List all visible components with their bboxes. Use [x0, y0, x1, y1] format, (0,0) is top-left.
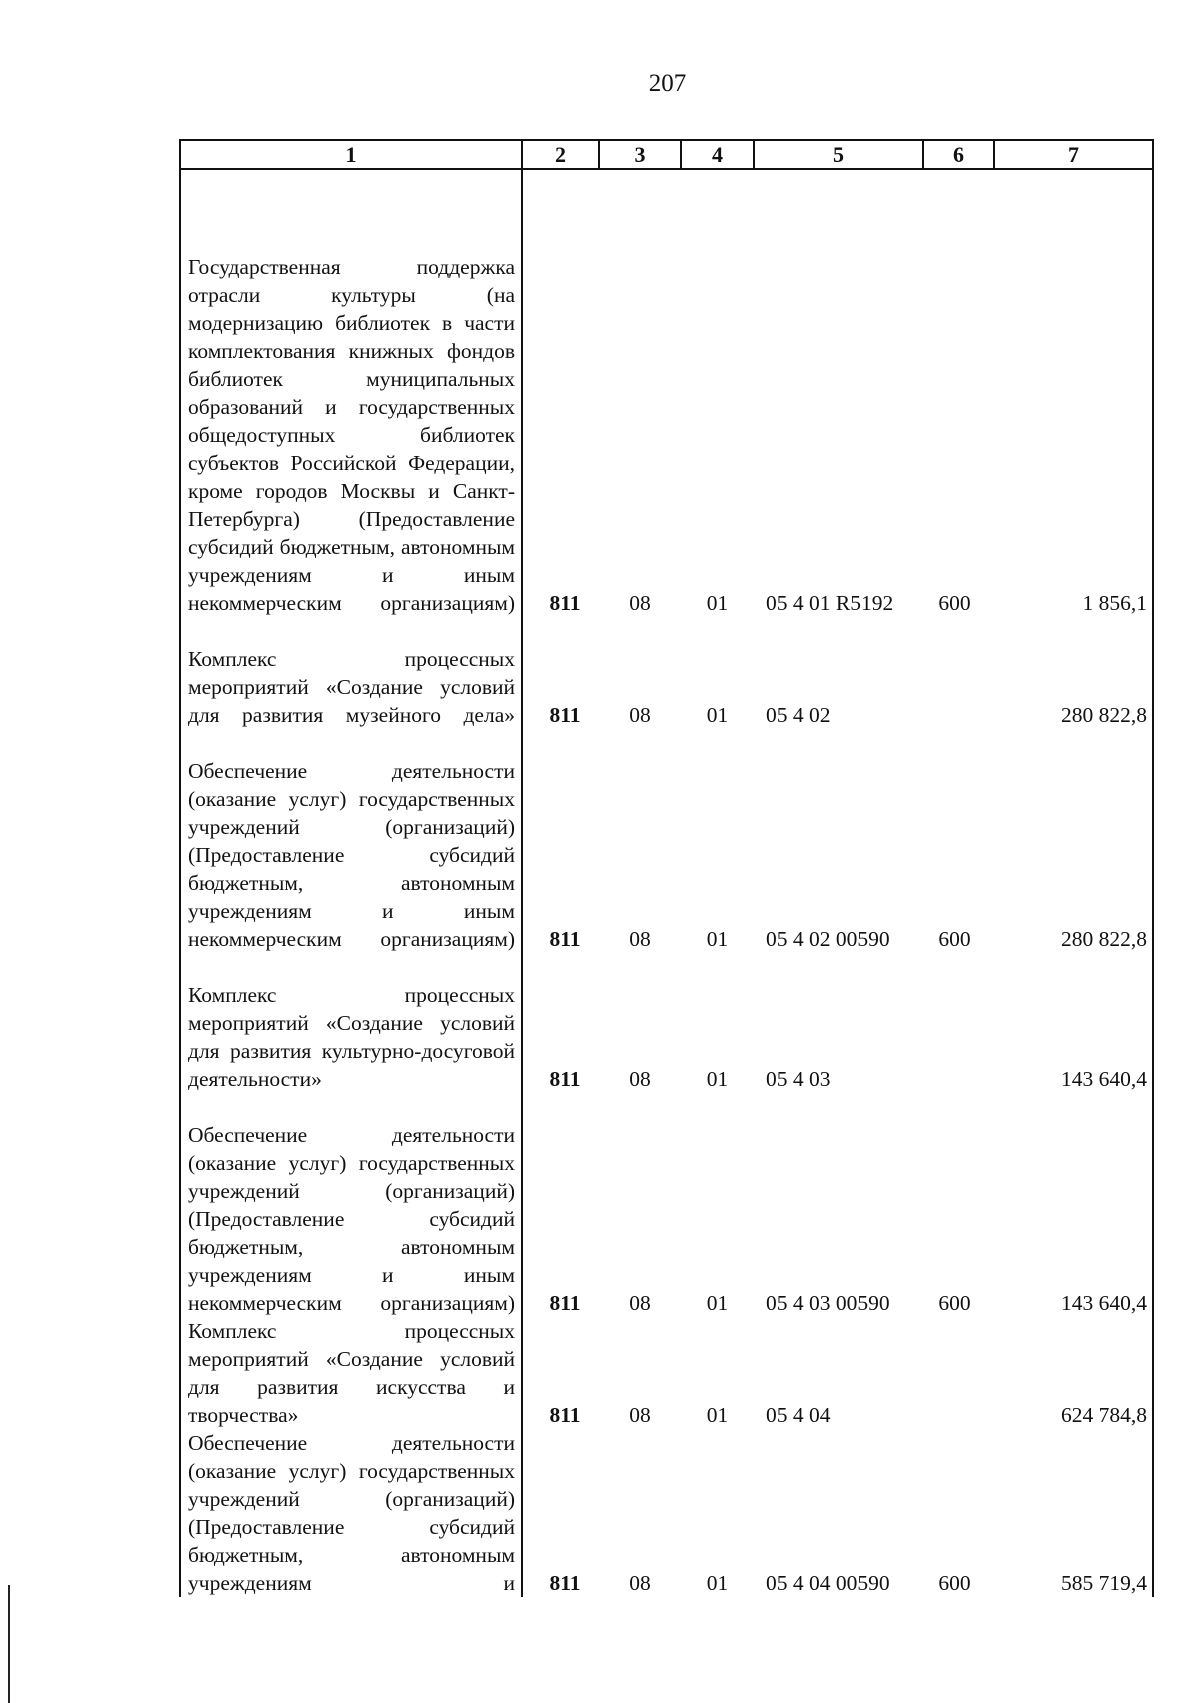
table-row — [180, 953, 1153, 1093]
row-vr: 600 — [938, 591, 971, 615]
row-ved: 811 — [549, 1571, 581, 1595]
row-ved: 811 — [549, 1403, 581, 1427]
row-csr: 05 4 04 00590 — [766, 1571, 890, 1595]
header-col-sum: 7 — [994, 140, 1153, 169]
header-col-name: 1 — [180, 140, 522, 169]
row-csr: 05 4 02 00590 — [766, 927, 890, 951]
table-header-row — [180, 140, 1153, 169]
row-vr — [923, 953, 994, 1093]
row-sum: 143 640,4 — [994, 953, 1153, 1093]
row-pr: 01 — [706, 927, 729, 951]
row-name: Комплекс процессных мероприятий «Создание условий для развития музейного дела» — [180, 617, 522, 729]
row-csr: 05 4 02 — [766, 703, 831, 727]
row-csr: 05 4 04 — [766, 1403, 831, 1427]
row-name: Обеспечение деятельности (оказание услуг) государственных учреждений (организаций) (Предоставление субсидий бюджетным, автономным учреждениям и — [180, 1429, 522, 1597]
row-pr: 01 — [706, 591, 729, 615]
row-vr — [923, 1317, 994, 1429]
row-pr: 01 — [706, 1067, 729, 1091]
row-csr: 05 4 03 — [766, 1067, 831, 1091]
row-ved: 811 — [549, 703, 581, 727]
row-ved: 811 — [549, 927, 581, 951]
row-name: Государственная поддержка отрасли культуры (на модернизацию библиотек в части комплектования книжных фондов библиотек муниципальных образований и государственных общедоступных библиотек субъектов Российской Федерации, кроме городов Москвы и Санкт-Петербурга) (Предоставление субсидий бюджетным, автономным учреждениям и иным некоммерческим организациям) — [180, 169, 522, 617]
row-pr: 01 — [706, 1403, 729, 1427]
row-sum: 585 719,4 — [994, 1429, 1153, 1597]
row-name: Комплекс процессных мероприятий «Создание условий для развития культурно-досуговой деятельности» — [180, 953, 522, 1093]
row-name: Комплекс процессных мероприятий «Создание условий для развития искусства и творчества» — [180, 1317, 522, 1429]
row-csr: 05 4 03 00590 — [766, 1291, 890, 1315]
row-ved: 811 — [549, 1067, 581, 1091]
row-vr: 600 — [938, 927, 971, 951]
row-rz: 08 — [629, 1403, 651, 1427]
row-sum: 624 784,8 — [994, 1317, 1153, 1429]
row-sum: 280 822,8 — [994, 617, 1153, 729]
table-row — [180, 729, 1153, 953]
row-rz: 08 — [629, 1291, 651, 1315]
row-name: Обеспечение деятельности (оказание услуг) государственных учреждений (организаций) (Предоставление субсидий бюджетным, автономным учреждениям и иным некоммерческим организациям) — [180, 1093, 522, 1317]
row-pr: 01 — [706, 703, 729, 727]
row-rz: 08 — [629, 1067, 651, 1091]
row-rz: 08 — [629, 703, 651, 727]
budget-table — [179, 139, 1154, 1597]
scan-edge-line — [8, 1585, 10, 1703]
row-sum: 1 856,1 — [994, 169, 1153, 617]
row-csr: 05 4 01 R5192 — [766, 591, 894, 615]
row-sum: 280 822,8 — [994, 729, 1153, 953]
header-col-vr: 6 — [923, 140, 994, 169]
header-col-rz: 3 — [599, 140, 681, 169]
row-rz: 08 — [629, 1571, 651, 1595]
header-col-pr: 4 — [681, 140, 754, 169]
row-ved: 811 — [549, 1291, 581, 1315]
header-col-csr: 5 — [754, 140, 923, 169]
row-pr: 01 — [706, 1291, 729, 1315]
table-row — [180, 617, 1153, 729]
row-ved: 811 — [549, 591, 581, 615]
row-vr — [923, 617, 994, 729]
row-rz: 08 — [629, 591, 651, 615]
row-rz: 08 — [629, 927, 651, 951]
table-row — [180, 169, 1153, 617]
table-row — [180, 1317, 1153, 1429]
table-row — [180, 1429, 1153, 1597]
row-vr: 600 — [938, 1571, 971, 1595]
row-vr: 600 — [938, 1291, 971, 1315]
header-col-ved: 2 — [522, 140, 599, 169]
row-sum: 143 640,4 — [994, 1093, 1153, 1317]
table-row — [180, 1093, 1153, 1317]
row-pr: 01 — [706, 1571, 729, 1595]
row-name: Обеспечение деятельности (оказание услуг) государственных учреждений (организаций) (Предоставление субсидий бюджетным, автономным учреждениям и иным некоммерческим организациям) — [180, 729, 522, 953]
page-number: 207 — [648, 70, 687, 97]
